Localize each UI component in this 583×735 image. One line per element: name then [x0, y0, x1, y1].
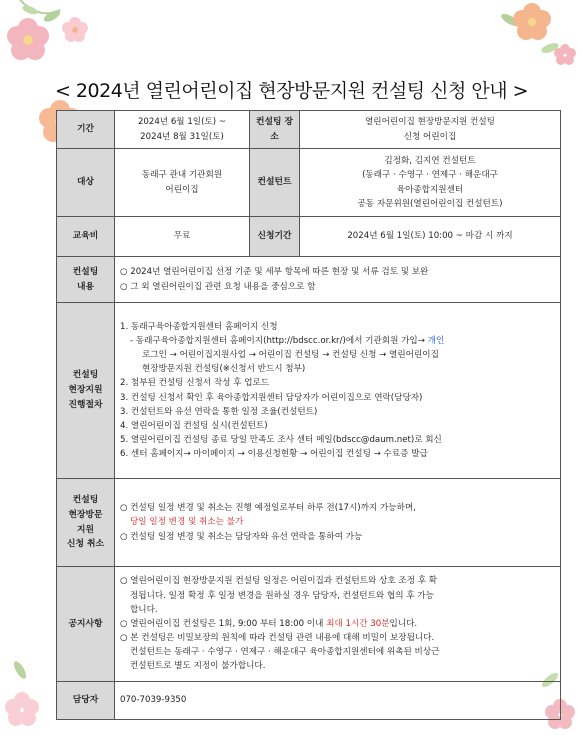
place-line2: 신청 어린이집 [403, 131, 457, 142]
row-contact [57, 682, 561, 720]
procedure-label-line3: 진행절차 [68, 399, 103, 410]
period-label: 기간 [57, 111, 115, 149]
notice-item-b-end: 입니다. [389, 618, 418, 629]
procedure-step-3: 3. 컨설팅 신청서 확인 후 육아종합지원센터 담당자가 어린이집으로 연락(담당자) [120, 392, 423, 403]
procedure-label-line2: 현장지원 [68, 385, 103, 396]
content-item-1: ○ 2024년 열린어린이집 선정 기준 및 세부 항목에 따른 현장 및 서류 검토 및 보완 [120, 267, 429, 278]
content-label [57, 257, 115, 303]
notice-label: 공지사항 [57, 567, 115, 682]
change-label-line3: 지원 [77, 524, 94, 535]
notice-item-c1: ○ 본 컨설팅은 비밀보장의 원칙에 따라 컨설팅 관련 내용에 대해 비밀이 보장됩니다. [120, 633, 435, 644]
consultant-line1: 김정화, 김지연 컨설턴트 [384, 156, 476, 167]
procedure-step-1b: 로그인 → 어린이집지원사업 → 어린이집 컨설팅 → 컨설팅 신청 → 열린어린이집 [142, 349, 439, 360]
notice-item-a1: ○ 열린어린이집 현장방문지원 컨설팅 일정은 어린이집과 컨설턴트와 상호 조정 후 확 [120, 576, 438, 587]
procedure-label [57, 303, 115, 479]
change-label [57, 479, 115, 567]
procedure-step-1a [120, 334, 555, 348]
change-label-line2: 현장방문 [68, 509, 103, 520]
period-line1: 2024년 6월 1일(토) ~ [137, 117, 227, 128]
target-label: 대상 [57, 149, 115, 217]
consultant-value [300, 149, 561, 217]
place-value [300, 111, 561, 149]
content-value [115, 257, 561, 303]
notice-item-a3: 합니다. [130, 604, 158, 615]
change-value [115, 479, 561, 567]
flower-decoration-bottom-left [0, 640, 60, 735]
notice-item-c2: 컨설턴트는 동래구 · 수영구 · 연제구 · 해운대구 육아종합지원센터에 위촉된 비상근 [130, 647, 440, 658]
target-line1: 동래구 관내 기관회원 [141, 170, 223, 181]
consultant-line2: (동래구 · 수영구 · 연제구 · 해운대구 [362, 170, 498, 181]
row-change-cancel [57, 479, 561, 567]
period-value [115, 111, 250, 149]
consultant-line3: 육아종합지원센터 [396, 184, 464, 195]
change-item-1: ○ 컨설팅 일정 변경 및 취소는 진행 예정일로부터 하루 전(17시)까지 가능하며, [120, 503, 416, 514]
place-line1: 열린어린이집 현장방문지원 컨설팅 [365, 117, 495, 128]
row-content [57, 257, 561, 303]
fee-value: 무료 [115, 217, 250, 257]
change-label-line4: 신청 취소 [66, 539, 105, 550]
contact-label: 담당자 [57, 682, 115, 720]
row-procedure [57, 303, 561, 479]
apply-period-label: 신청기간 [250, 217, 300, 257]
change-item-1-emphasis: 당일 일정 변경 및 취소는 불가 [130, 517, 244, 528]
row-target [57, 149, 561, 217]
procedure-step-7: 6. 센터 홈페이지→ 마이페이지 → 이용신청현황 → 어린이집 컨설팅 → 수료증 발급 [120, 449, 428, 460]
page-title: < 2024년 열린어린이집 현장방문지원 컨설팅 신청 안내 > [54, 80, 529, 102]
procedure-step-2: 2. 첨부된 컨설팅 신청서 작성 후 업로드 [120, 378, 270, 389]
notice-item-c3: 컨설턴트로 별도 지정이 불가합니다. [130, 661, 266, 672]
apply-period-value: 2024년 6월 1일(토) 10:00 ~ 마감 시 까지 [300, 217, 561, 257]
content-label-line1: 컨설팅 [72, 266, 99, 277]
consultant-label: 컨설턴트 [250, 149, 300, 217]
procedure-value [115, 303, 561, 479]
row-notice [57, 567, 561, 682]
procedure-label-line1: 컨설팅 [72, 370, 99, 381]
notice-item-b-text: ○ 열린어린이집 컨설팅은 1회, 9:00 부터 18:00 이내 [120, 618, 324, 629]
procedure-step-1a-highlight: 개인 [427, 335, 445, 346]
procedure-step-1a-text: - 동래구육아종합지원센터 홈페이지(http://bdscc.or.kr/)에서 기관회원 가입→ [130, 335, 425, 346]
procedure-step-1c: 현장방문지원 컨설팅(※신청서 반드시 첨부) [142, 364, 306, 375]
target-line2: 어린이집 [165, 184, 199, 195]
consultant-line4: 공동 자문위원(열린어린이집 컨설턴트) [357, 198, 503, 209]
notice-item-b-emphasis: 최대 1시간 30분 [326, 618, 390, 629]
procedure-step-4: 3. 컨설턴트와 유선 연락을 통한 일정 조율(컨설턴트) [120, 406, 318, 417]
notice-item-b [120, 617, 555, 631]
content-item-2: ○ 그 외 열린어린이집 관련 요청 내용을 중심으로 함 [120, 281, 316, 292]
change-item-2: ○ 컨설팅 일정 변경 및 취소는 담당자와 유선 연락을 통하여 가능 [120, 531, 363, 542]
row-fee [57, 217, 561, 257]
row-period [57, 111, 561, 149]
procedure-step-5: 4. 열린어린이집 컨설팅 실시(컨설턴트) [120, 420, 268, 431]
notice-item-a2: 정됩니다. 일정 확정 후 일정 변경을 원하실 경우 담당자, 컨설턴트와 협의 후 가능 [130, 590, 434, 601]
application-info-table [56, 110, 561, 720]
change-label-line1: 컨설팅 [72, 494, 99, 505]
flower-decoration-top-right [470, 0, 583, 75]
contact-phone: 070-7039-9350 [115, 682, 561, 720]
procedure-step-1: 1. 동래구육아종합지원센터 홈페이지 신청 [120, 321, 278, 332]
procedure-step-6: 5. 열린어린이집 컨설팅 종료 당일 만족도 조사 센터 메일(bdscc@daum.net)로 회신 [120, 435, 442, 446]
fee-label: 교육비 [57, 217, 115, 257]
content-label-line2: 내용 [77, 281, 94, 292]
target-value [115, 149, 250, 217]
place-label: 컨설팅 장소 [250, 111, 300, 149]
notice-value [115, 567, 561, 682]
period-line2: 2024년 8월 31일(토) [140, 131, 224, 142]
